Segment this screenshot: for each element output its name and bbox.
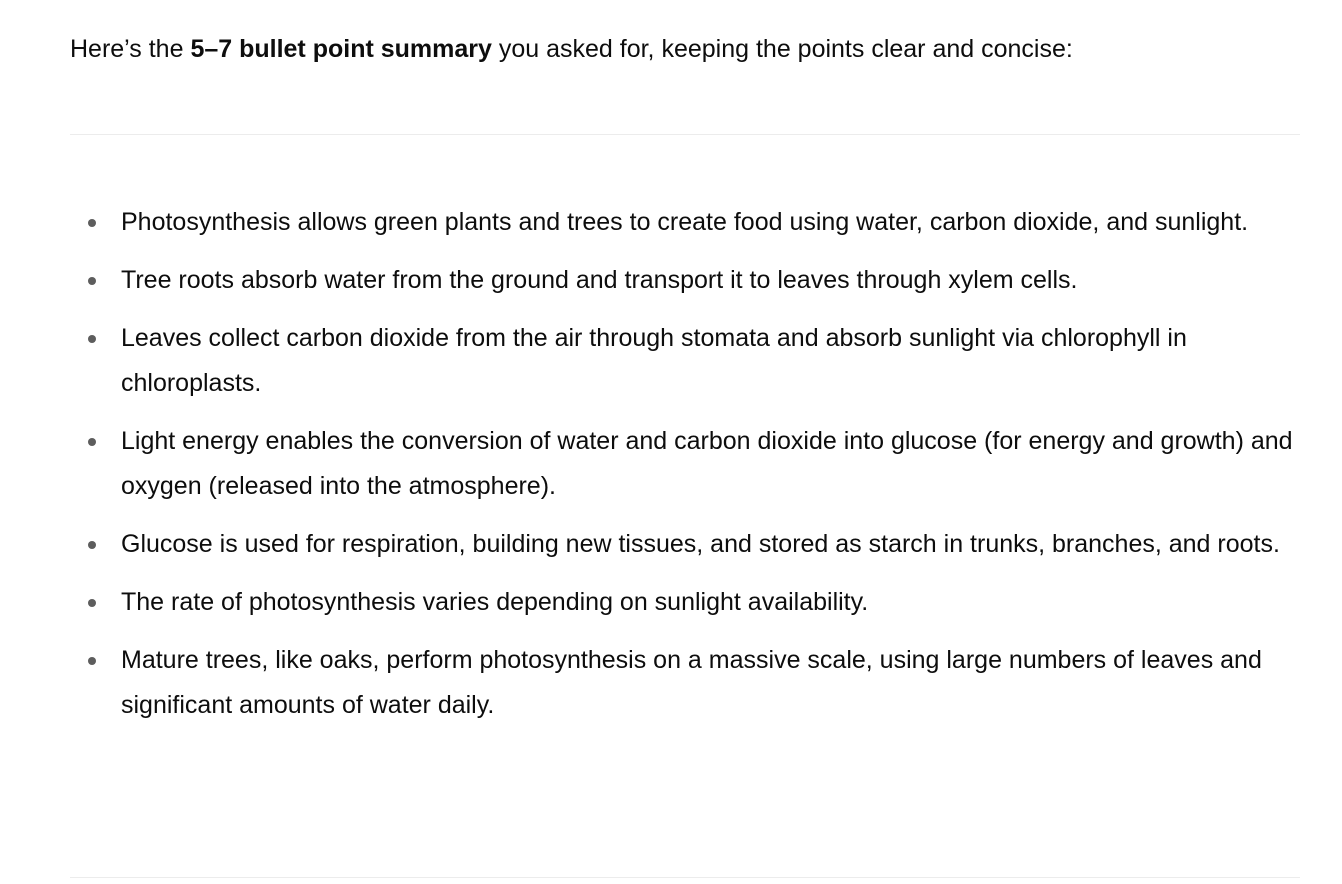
bullet-dot-icon [88,657,96,665]
intro-text-start: Here’s the [70,35,191,63]
bullet-dot-icon [88,599,96,607]
list-item-text: Leaves collect carbon dioxide from the air through stomata and absorb sunlight via chlorophyll in chloroplasts. [121,324,1187,397]
list-item [70,316,1300,406]
list-item [70,580,1300,625]
list-item-text: Light energy enables the conversion of water and carbon dioxide into glucose (for energy and growth) and oxygen (released into the atmosphere). [121,427,1293,500]
bullet-dot-icon [88,277,96,285]
list-item-text: The rate of photosynthesis varies depending on sunlight availability. [121,588,869,616]
bullet-dot-icon [88,219,96,227]
intro-text-end: you asked for, keeping the points clear and concise: [491,35,1073,63]
list-item [70,258,1300,303]
divider-top [70,134,1300,135]
list-item [70,419,1300,509]
intro-paragraph [70,30,1073,68]
divider-bottom [70,877,1300,878]
intro-bold-text: 5–7 bullet point summary [190,35,492,63]
bullet-dot-icon [88,335,96,343]
list-item-text: Photosynthesis allows green plants and trees to create food using water, carbon dioxide, and sunlight. [121,208,1249,236]
list-item [70,200,1300,245]
list-item [70,522,1300,567]
bullet-dot-icon [88,438,96,446]
list-item-text: Tree roots absorb water from the ground and transport it to leaves through xylem cells. [121,266,1078,294]
list-item-text: Mature trees, like oaks, perform photosynthesis on a massive scale, using large numbers of leaves and significant amounts of water daily. [121,646,1262,719]
list-item [70,638,1300,728]
bullet-list [70,200,1300,741]
bullet-dot-icon [88,541,96,549]
list-item-text: Glucose is used for respiration, building new tissues, and stored as starch in trunks, branches, and roots. [121,530,1280,558]
